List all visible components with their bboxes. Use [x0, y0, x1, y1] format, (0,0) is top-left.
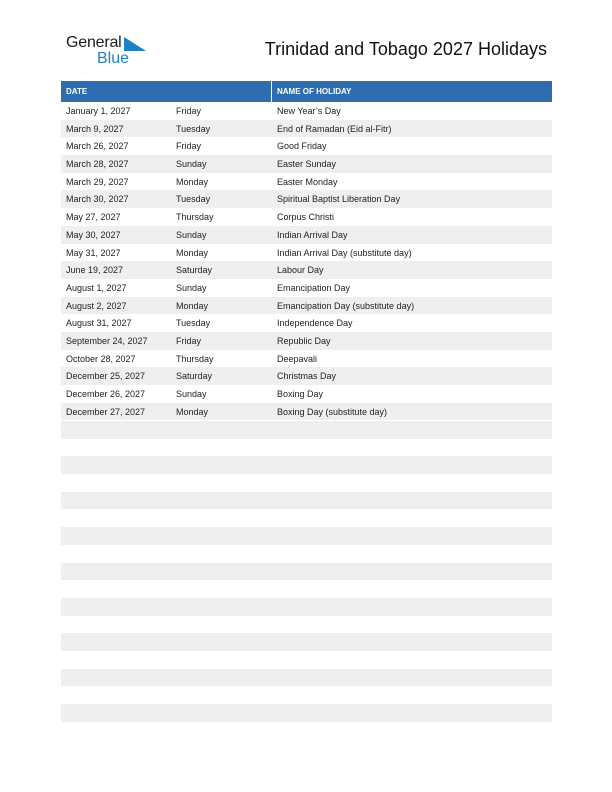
row-weekday: Monday — [176, 247, 209, 258]
table-row — [61, 120, 552, 138]
table-header — [61, 81, 552, 102]
row-date: January 1, 2027 — [66, 106, 131, 116]
header-date: DATE — [66, 87, 88, 96]
table-row — [61, 314, 552, 332]
row-date: December 25, 2027 — [66, 371, 146, 382]
row-date: March 30, 2027 — [66, 194, 129, 205]
row-holiday-name: Emancipation Day — [277, 282, 351, 293]
row-weekday: Sunday — [176, 159, 207, 170]
row-date: March 29, 2027 — [66, 176, 129, 187]
table-row — [61, 173, 552, 191]
empty-row — [61, 686, 552, 704]
empty-row — [61, 616, 552, 634]
row-weekday: Tuesday — [176, 318, 211, 329]
empty-row — [61, 651, 552, 669]
row-weekday: Tuesday — [176, 194, 211, 205]
row-weekday: Tuesday — [176, 123, 211, 134]
row-date: December 26, 2027 — [66, 389, 146, 399]
row-weekday: Friday — [176, 106, 202, 116]
table-row — [61, 350, 552, 368]
row-date: August 1, 2027 — [66, 282, 127, 293]
row-holiday-name: Spiritual Baptist Liberation Day — [277, 194, 401, 205]
page-title: Trinidad and Tobago 2027 Holidays — [264, 39, 547, 59]
empty-row — [61, 563, 552, 581]
row-date: March 26, 2027 — [66, 141, 129, 152]
row-date: May 30, 2027 — [66, 229, 121, 240]
row-holiday-name: New Year’s Day — [277, 106, 341, 116]
row-holiday-name: Corpus Christi — [277, 212, 335, 223]
logo-triangle-icon — [124, 37, 146, 51]
empty-rows — [61, 421, 552, 722]
row-date: September 24, 2027 — [66, 335, 148, 346]
row-holiday-name: Deepavali — [277, 353, 318, 364]
empty-row — [61, 439, 552, 457]
row-holiday-name: Emancipation Day (substitute day) — [277, 300, 415, 311]
row-holiday-name: Republic Day — [277, 335, 331, 346]
table-row — [61, 190, 552, 208]
table-row — [61, 208, 552, 226]
row-holiday-name: Indian Arrival Day — [277, 229, 348, 240]
table-row — [61, 137, 552, 155]
empty-row — [61, 580, 552, 598]
empty-row — [61, 704, 552, 722]
row-date: December 27, 2027 — [66, 406, 146, 417]
holiday-table — [61, 81, 552, 420]
header-divider — [271, 81, 272, 102]
table-row — [61, 367, 552, 385]
logo-word-blue: Blue — [97, 50, 130, 67]
row-holiday-name: Good Friday — [277, 141, 327, 152]
empty-row — [61, 456, 552, 474]
row-weekday: Thursday — [176, 212, 214, 223]
table-row — [61, 155, 552, 173]
empty-row — [61, 669, 552, 687]
row-weekday: Monday — [176, 406, 209, 417]
table-row — [61, 279, 552, 297]
row-weekday: Monday — [176, 300, 209, 311]
row-date: May 31, 2027 — [66, 247, 121, 258]
row-weekday: Saturday — [176, 265, 213, 276]
row-weekday: Sunday — [176, 229, 207, 240]
table-row — [61, 385, 552, 403]
row-date: August 31, 2027 — [66, 318, 132, 329]
empty-row — [61, 545, 552, 563]
row-date: March 9, 2027 — [66, 123, 124, 134]
logo-word-general: General — [66, 34, 122, 51]
row-weekday: Thursday — [176, 353, 214, 364]
logo — [66, 34, 156, 68]
row-weekday: Sunday — [176, 389, 207, 399]
table-body — [61, 102, 552, 420]
row-holiday-name: Labour Day — [277, 265, 324, 276]
table-row — [61, 261, 552, 279]
row-date: May 27, 2027 — [66, 212, 121, 223]
header-holiday-name: NAME OF HOLIDAY — [277, 87, 352, 96]
row-weekday: Sunday — [176, 282, 207, 293]
table-row — [61, 102, 552, 120]
row-holiday-name: Christmas Day — [277, 371, 337, 382]
row-weekday: Monday — [176, 176, 209, 187]
table-row — [61, 297, 552, 315]
table-row — [61, 403, 552, 421]
row-holiday-name: Independence Day — [277, 318, 353, 329]
row-holiday-name: Easter Sunday — [277, 159, 337, 170]
row-weekday: Friday — [176, 335, 202, 346]
empty-row — [61, 598, 552, 616]
row-date: October 28, 2027 — [66, 353, 136, 364]
row-weekday: Friday — [176, 141, 202, 152]
empty-row — [61, 421, 552, 439]
row-holiday-name: Boxing Day (substitute day) — [277, 406, 388, 417]
empty-row — [61, 474, 552, 492]
empty-row — [61, 509, 552, 527]
row-holiday-name: Indian Arrival Day (substitute day) — [277, 247, 412, 258]
row-weekday: Saturday — [176, 371, 213, 382]
table-row — [61, 226, 552, 244]
row-date: June 19, 2027 — [66, 265, 124, 276]
empty-row — [61, 633, 552, 651]
empty-row — [61, 492, 552, 510]
row-date: March 28, 2027 — [66, 159, 129, 170]
table-row — [61, 244, 552, 262]
empty-row — [61, 527, 552, 545]
row-holiday-name: Boxing Day — [277, 389, 324, 399]
row-holiday-name: Easter Monday — [277, 176, 338, 187]
row-date: August 2, 2027 — [66, 300, 127, 311]
table-row — [61, 332, 552, 350]
row-holiday-name: End of Ramadan (Eid al-Fitr) — [277, 123, 392, 134]
